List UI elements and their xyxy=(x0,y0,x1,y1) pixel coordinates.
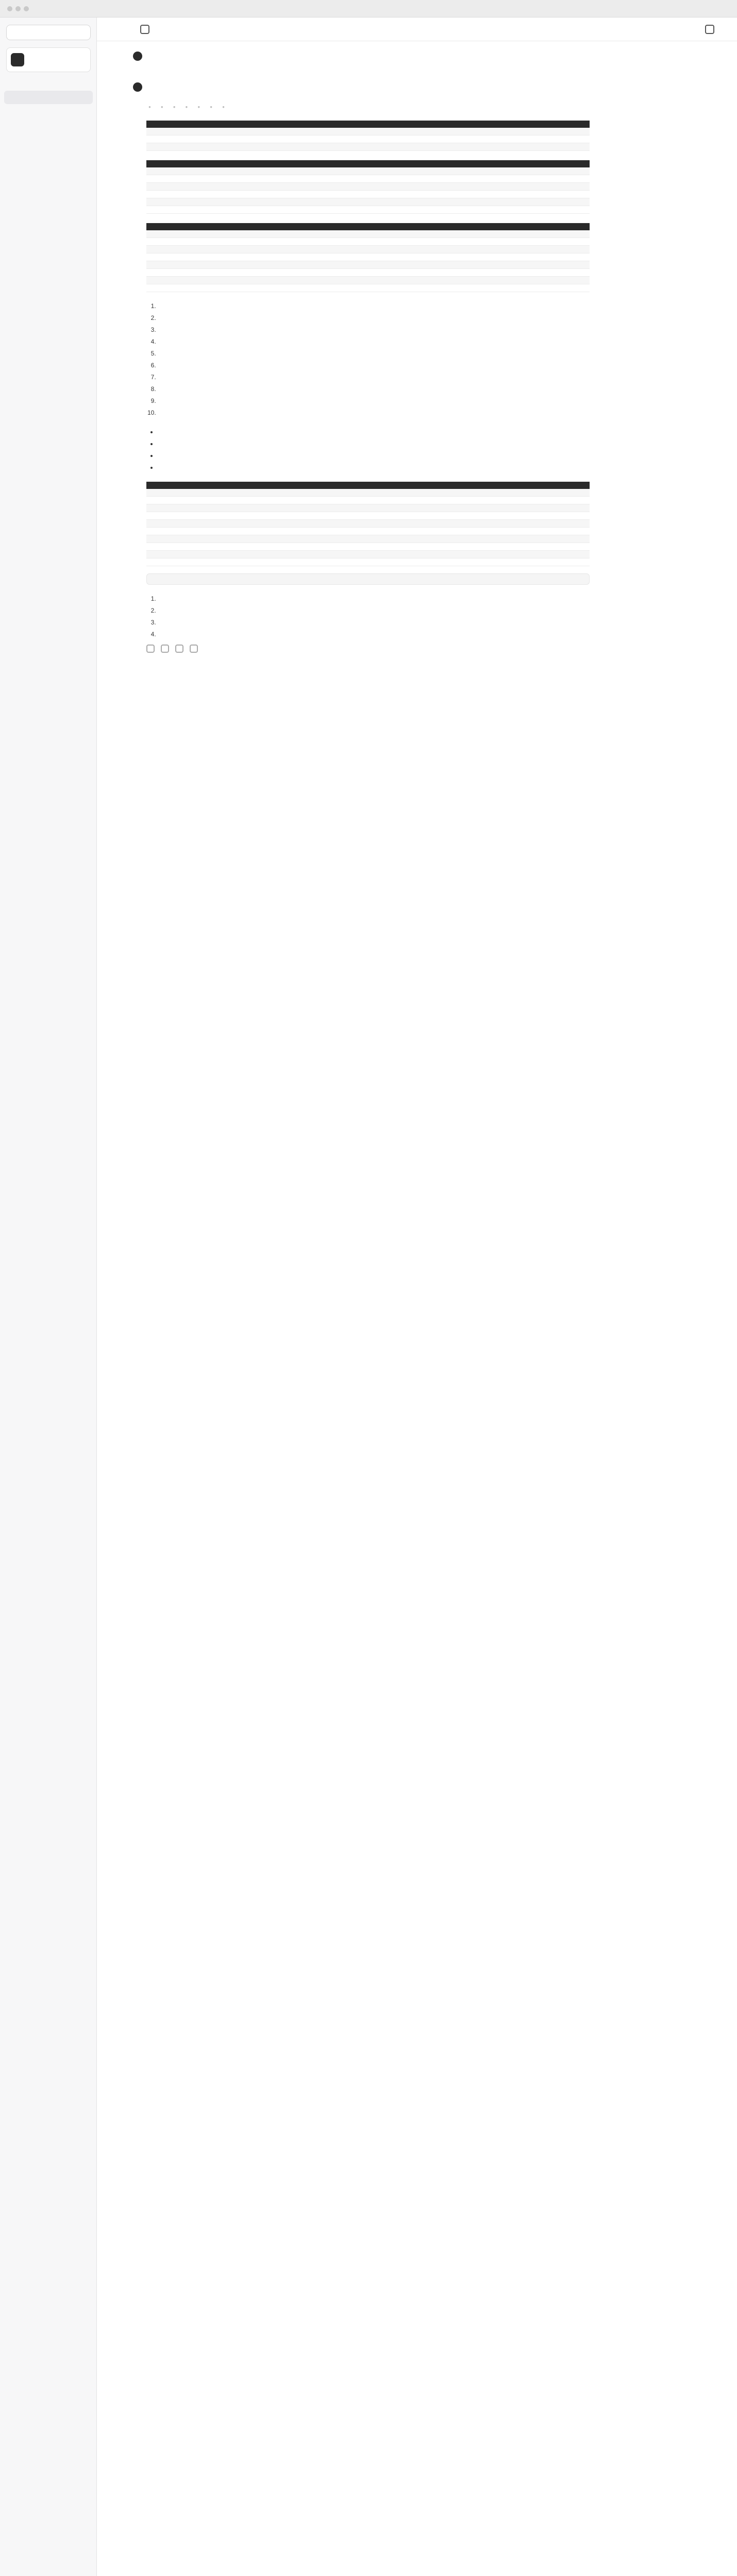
table-cell xyxy=(193,175,590,183)
table-header xyxy=(193,160,590,167)
practice-table xyxy=(146,121,590,151)
list-item xyxy=(158,606,590,616)
table-cell xyxy=(146,167,193,175)
table-cell xyxy=(435,551,590,558)
user-message-header xyxy=(133,52,597,62)
regenerate-icon[interactable] xyxy=(190,645,198,653)
table-cell xyxy=(146,284,203,292)
table-cell xyxy=(193,183,590,191)
table-cell xyxy=(146,143,208,151)
table-cell xyxy=(193,191,590,198)
table-row xyxy=(146,143,590,151)
map-chips xyxy=(146,102,590,111)
table-row xyxy=(146,198,590,206)
table-cell xyxy=(435,497,590,504)
table-row xyxy=(146,175,590,183)
table-cell xyxy=(162,551,435,558)
table-cell xyxy=(435,535,590,543)
table-cell xyxy=(435,543,590,551)
table-cell xyxy=(162,504,435,512)
table-cell xyxy=(146,206,193,214)
table-cell xyxy=(435,520,590,528)
table-cell xyxy=(146,520,162,528)
options-table xyxy=(146,160,590,214)
list-item xyxy=(158,451,590,461)
table-cell xyxy=(208,143,590,151)
table-cell xyxy=(146,253,203,261)
checkpoints-table xyxy=(146,223,590,292)
table-row xyxy=(146,497,590,504)
table-cell xyxy=(435,528,590,535)
table-cell xyxy=(203,261,590,269)
table-cell xyxy=(162,489,435,497)
list-item xyxy=(158,396,590,406)
table-row xyxy=(146,528,590,535)
table-cell xyxy=(146,128,208,135)
table-cell xyxy=(162,497,435,504)
conversation xyxy=(97,41,737,2576)
list-item xyxy=(158,313,590,323)
table-header xyxy=(146,121,208,128)
table-cell xyxy=(146,269,203,277)
table-cell xyxy=(146,504,162,512)
more-options-icon[interactable] xyxy=(705,25,714,34)
ifarise-list xyxy=(146,427,590,472)
table-cell xyxy=(203,246,590,253)
table-cell xyxy=(193,206,590,214)
next-list xyxy=(146,594,590,639)
table-cell xyxy=(162,535,435,543)
list-item xyxy=(158,594,590,604)
table-row xyxy=(146,551,590,558)
map-chip xyxy=(159,102,168,111)
table-header xyxy=(146,223,203,230)
list-item xyxy=(158,618,590,628)
table-row xyxy=(146,261,590,269)
list-item xyxy=(158,372,590,382)
table-row xyxy=(146,284,590,292)
assistant-message-header xyxy=(133,82,597,93)
sidebar-toggle-icon[interactable] xyxy=(140,25,149,34)
map-chip xyxy=(208,102,217,111)
conversation-header xyxy=(97,18,737,41)
table-row xyxy=(146,269,590,277)
table-cell xyxy=(203,277,590,284)
table-row xyxy=(146,246,590,253)
table-cell xyxy=(435,512,590,520)
table-header xyxy=(162,482,435,489)
map-chip xyxy=(195,102,205,111)
sources-note xyxy=(146,573,590,585)
pinned-assistant-card[interactable] xyxy=(6,47,91,72)
map-chip xyxy=(146,102,156,111)
table-cell xyxy=(146,528,162,535)
table-cell xyxy=(146,191,193,198)
list-item xyxy=(158,408,590,418)
table-row xyxy=(146,135,590,143)
conversation-column xyxy=(133,52,597,653)
window-controls[interactable] xyxy=(7,6,29,11)
table-row xyxy=(146,558,590,566)
table-row xyxy=(146,238,590,246)
list-item xyxy=(158,301,590,311)
table-cell xyxy=(435,489,590,497)
table-header xyxy=(208,121,590,128)
assistant-answer xyxy=(146,102,590,653)
thumbs-down-icon[interactable] xyxy=(175,645,183,653)
table-header xyxy=(146,160,193,167)
table-cell xyxy=(162,558,435,566)
table-cell xyxy=(146,497,162,504)
table-row xyxy=(146,520,590,528)
table-cell xyxy=(146,551,162,558)
table-row xyxy=(146,253,590,261)
new-chat-button[interactable] xyxy=(6,25,91,40)
table-cell xyxy=(146,489,162,497)
table-row xyxy=(146,277,590,284)
window-titlebar xyxy=(0,0,737,18)
table-row xyxy=(146,543,590,551)
table-row xyxy=(146,128,590,135)
table-cell xyxy=(146,543,162,551)
assistant-avatar xyxy=(11,53,24,66)
table-cell xyxy=(146,277,203,284)
message-actions xyxy=(146,645,590,653)
table-cell xyxy=(435,504,590,512)
table-cell xyxy=(146,198,193,206)
table-header xyxy=(203,223,590,230)
map-chip xyxy=(183,102,193,111)
map-chip xyxy=(220,102,229,111)
table-row xyxy=(146,206,590,214)
map-chip xyxy=(171,102,180,111)
table-cell xyxy=(146,175,193,183)
table-cell xyxy=(146,246,203,253)
table-cell xyxy=(193,198,590,206)
table-cell xyxy=(146,135,208,143)
table-row xyxy=(146,504,590,512)
table-cell xyxy=(162,528,435,535)
table-cell xyxy=(203,269,590,277)
sources-table xyxy=(146,482,590,566)
list-item xyxy=(158,384,590,394)
table-row xyxy=(146,230,590,238)
table-row xyxy=(146,535,590,543)
table-cell xyxy=(146,558,162,566)
table-cell xyxy=(146,230,203,238)
table-row xyxy=(146,489,590,497)
list-item xyxy=(158,337,590,347)
thumbs-up-icon[interactable] xyxy=(161,645,169,653)
table-row xyxy=(146,183,590,191)
table-cell xyxy=(208,128,590,135)
list-item xyxy=(158,463,590,472)
table-cell xyxy=(208,135,590,143)
table-cell xyxy=(203,238,590,246)
sidebar xyxy=(0,18,97,2576)
table-row xyxy=(146,512,590,520)
table-cell xyxy=(162,520,435,528)
table-cell xyxy=(146,238,203,246)
plan-list xyxy=(146,301,590,418)
assistant-message-avatar xyxy=(133,82,142,92)
list-item xyxy=(158,427,590,437)
table-cell xyxy=(435,558,590,566)
list-item xyxy=(158,349,590,359)
table-cell xyxy=(162,512,435,520)
list-item xyxy=(158,361,590,370)
table-cell xyxy=(203,284,590,292)
table-cell xyxy=(146,512,162,520)
table-cell xyxy=(203,230,590,238)
table-cell xyxy=(146,261,203,269)
list-item xyxy=(158,630,590,639)
table-cell xyxy=(203,253,590,261)
table-cell xyxy=(146,535,162,543)
table-row xyxy=(146,167,590,175)
table-cell xyxy=(193,167,590,175)
table-cell xyxy=(146,183,193,191)
table-row xyxy=(146,191,590,198)
history-item[interactable] xyxy=(4,91,93,104)
table-header xyxy=(146,482,162,489)
copy-icon[interactable] xyxy=(146,645,155,653)
list-item xyxy=(158,325,590,335)
table-header xyxy=(435,482,590,489)
table-cell xyxy=(162,543,435,551)
user-message-avatar xyxy=(133,52,142,61)
list-item xyxy=(158,439,590,449)
